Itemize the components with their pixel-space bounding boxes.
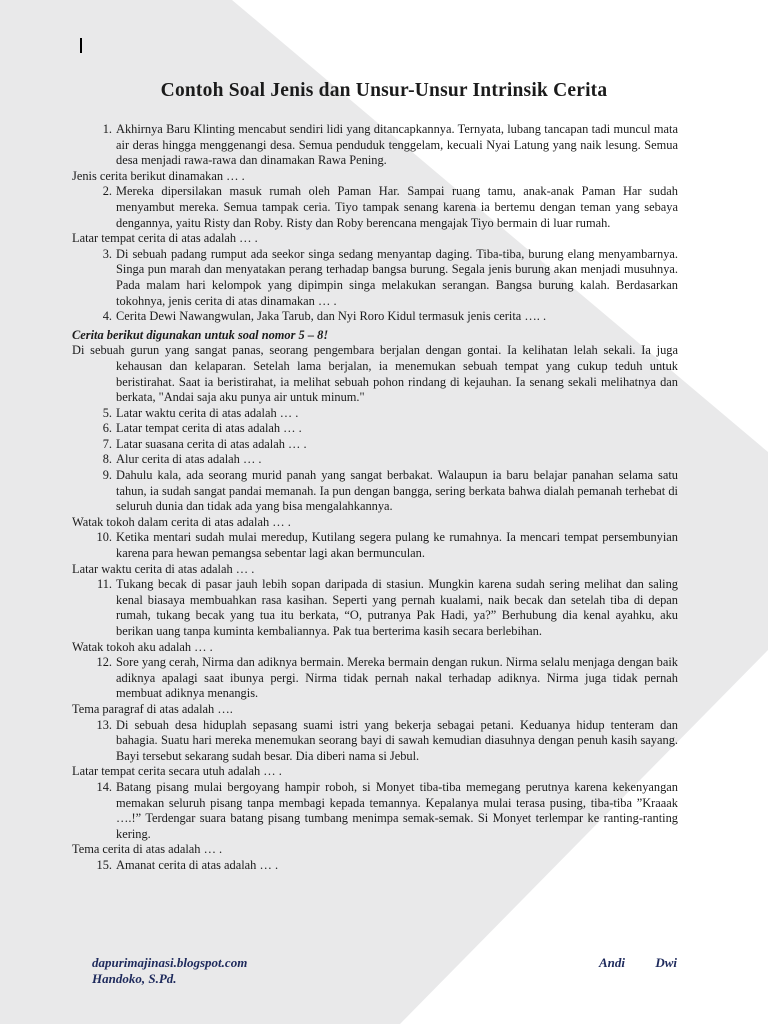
page-title: Contoh Soal Jenis dan Unsur-Unsur Intrinsik Cerita <box>160 80 608 101</box>
question-prompt: Jenis cerita berikut dinamakan … . <box>72 168 245 183</box>
question-item: 9. Dahulu kala, ada seorang murid panah yang sangat berbakat. Walaupun ia baru belajar panahan selama satu tahun, ia sudah sangat pandai memanah. Ia pun dengan bangga, sering berkata bahwa dialah pemanah terhebat di seluruh dunia dan tidak ada yang bisa mengalahkannya. <box>102 468 678 514</box>
question-item: 11. Tukang becak di pasar jauh lebih sopan daripada di stasiun. Mungkin karena sudah sering melihat dan saling kenal biasaya membuahkan rasa kasihan. Seperti yang pernah kualami, naik becak dan setelah tiba di depan rumah, tukang becak yang tua itu berkata, “O, putranya Pak Hadi, ya?” Berhubung dia kenal ayahku, aku berikan uang tanpa kuminta kembaliannya. Pak tua berterima kasih secara berlebihan. <box>96 577 678 638</box>
question-item: 6. Latar tempat cerita di atas adalah … . <box>102 421 302 436</box>
question-item: 5. Latar waktu cerita di atas adalah … . <box>102 405 299 420</box>
question-list <box>72 122 678 874</box>
question-prompt: Latar tempat cerita di atas adalah … . <box>72 231 258 246</box>
question-item: 12. Sore yang cerah, Nirma dan adiknya bermain. Mereka bermain dengan rukun. Nirma selalu menjaga dengan baik adiknya apalagi saat ibunya pergi. Nirma tidak pernah nakal terhadap adiknya. Nirma juga tidak pernah membuat adiknya menangis. <box>96 655 678 701</box>
question-item: 7. Latar suasana cerita di atas adalah … . <box>102 436 307 451</box>
question-item: 4. Cerita Dewi Nawangwulan, Jaka Tarub, dan Nyi Roro Kidul termasuk jenis cerita …. . <box>102 309 547 324</box>
text-cursor <box>80 38 82 53</box>
question-item: 15. Amanat cerita di atas adalah … . <box>96 857 279 872</box>
question-prompt: Tema paragraf di atas adalah …. <box>72 701 233 716</box>
footer-author-last-line: Handoko, S.Pd. <box>92 971 177 986</box>
question-item: 10. Ketika mentari sudah mulai meredup, Kutilang segera pulang ke rumahnya. Ia mencari tempat persembunyian karena para hewan pemangsa sebentar lagi akan bermunculan. <box>96 530 678 561</box>
question-item: 2. Mereka dipersilakan masuk rumah oleh Paman Har. Sampai ruang tamu, anak-anak Paman Har sudah menyambut mereka. Semua tampak ceria. Tiyo tampak senang karena ia bertemu dengan teman yang sebaya dengannya, yaitu Risty dan Roby. Risty dan Roby berencana mengajak Tiyo bermain di luar rumah. <box>102 184 678 230</box>
question-item: 3. Di sebuah padang rumput ada seekor singa sedang menyantap daging. Tiba-tiba, burung elang menyambarnya. Singa pun marah dan menyatakan perang terhadap bangsa burung. Segala jenis burung akan menjadi musuhnya. Pada malam hari kelompok yang dipimpin singa melakukan serangan. Bangsa burung kalah. Berdasarkan tokohnya, jenis cerita di atas dinamakan … . <box>102 246 678 308</box>
question-prompt: Watak tokoh aku adalah … . <box>72 639 213 654</box>
question-prompt: Latar tempat cerita secara utuh adalah … . <box>72 764 282 779</box>
footer-author-first-line: Andi Dwi <box>599 955 677 970</box>
question-prompt: Latar waktu cerita di atas adalah … . <box>72 561 255 576</box>
question-item: 13. Di sebuah desa hiduplah sepasang suami istri yang bekerja sebagai petani. Keduanya hidup tenteram dan bahagia. Suatu hari mereka menemukan seorang bayi di sawah kemudian diasuhnya dengan penuh kasih sayang. Bayi tersebut sekarang sudah besar. Dia diberi nama si Jebul. <box>96 717 678 763</box>
question-item: 1. Akhirnya Baru Klinting mencabut sendiri lidi yang ditancapkannya. Ternyata, lubang tancapan tadi muncul mata air deras hingga menggenangi desa. Semua penduduk tenggelam, kecuali Nyai Latung yang naik lesung. Semua desa menjadi rawa-rawa dan dinamakan Rawa Pening. <box>102 122 678 168</box>
question-prompt: Tema cerita di atas adalah … . <box>72 842 223 857</box>
footer-site-link[interactable]: dapurimajinasi.blogspot.com <box>92 955 248 970</box>
question-prompt: Watak tokoh dalam cerita di atas adalah … . <box>72 514 291 529</box>
story-heading: Cerita berikut digunakan untuk soal nomor 5 – 8! <box>72 327 329 342</box>
story-text: Di sebuah gurun yang sangat panas, seorang pengembara berjalan dengan gontai. Ia kelihatan lelah sekali. Ia juga kehausan dan kelaparan. Setelah lama berjalan, ia menemukan sebuah tempat yang cukup teduh untuk beristirahat. Saat ia beristirahat, ia melihat sebuah pohon rindang di kejauhan. Ia senang sekali melihatnya dan berkata, "Andai saja aku punya air untuk minum." <box>72 343 678 405</box>
question-item: 8. Alur cerita di atas adalah … . <box>102 452 262 467</box>
question-item: 14. Batang pisang mulai bergoyang hampir roboh, si Monyet tiba-tiba memegang perutnya karena kekenyangan memakan seluruh pisang tanpa membagi kepada temannya. Kepalanya mulai terasa pusing, tiba-tiba ”Kraaak ….!” Terdengar suara batang pisang tumbang menimpa semak-semak. Si Monyet terlempar ke ranting-ranting kering. <box>96 779 678 841</box>
